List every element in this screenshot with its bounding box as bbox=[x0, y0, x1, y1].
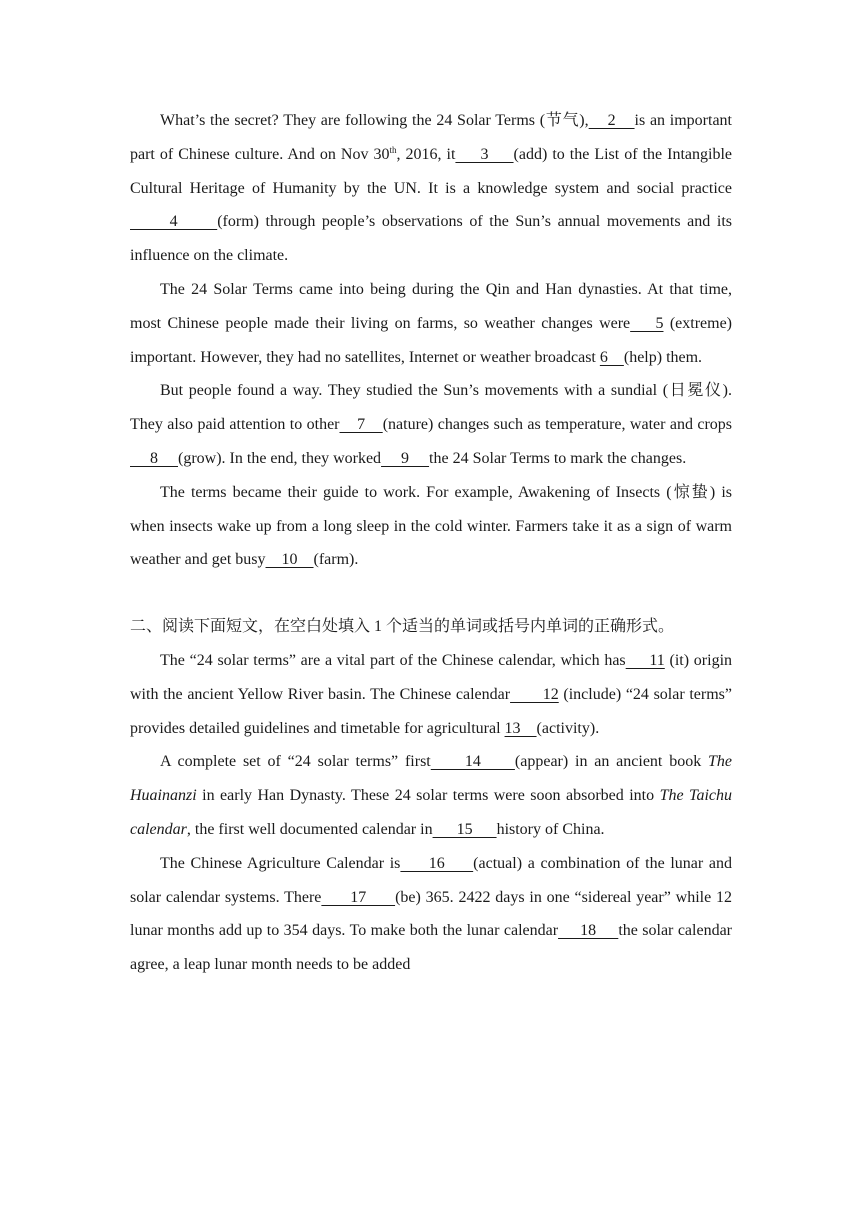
blank-18: 18 bbox=[558, 922, 619, 940]
blank-16: 16 bbox=[400, 854, 474, 872]
paragraph-2 bbox=[130, 273, 732, 374]
text: (add) to the List of the Intangible Cultural Heritage of Humanity by the UN. It is a knowledge system and social practice bbox=[130, 145, 733, 197]
text: But people found a way. They studied the Sun’s movements with a sundial (日冕仪). They also paid attention to other bbox=[130, 382, 732, 434]
blank-8: 8 bbox=[130, 449, 178, 467]
blank-2: 2 bbox=[588, 112, 635, 129]
text: The terms became their guide to work. For example, Awakening of Insects (惊蛰) is when insects wake up from a long sleep in the cold winter. Farmers take it as a sign of warm weather and get busy bbox=[130, 483, 732, 569]
text: The “24 solar terms” are a vital part of the Chinese calendar, which has bbox=[160, 651, 626, 669]
text: (farm). bbox=[313, 551, 359, 569]
text: , 2016, it bbox=[396, 145, 456, 163]
blank-11: 11 bbox=[625, 651, 665, 669]
text: the solar calendar agree, a leap lunar month needs to be added bbox=[130, 922, 732, 974]
text: The 24 Solar Terms came into being during the Qin and Han dynasties. At that time, most Chinese people made their living on farms, so weather changes were bbox=[130, 280, 732, 332]
blank-9: 9 bbox=[381, 449, 430, 467]
text: , the first well documented calendar in bbox=[186, 820, 433, 838]
text: is an important part of Chinese culture. And on Nov 30 bbox=[130, 112, 733, 163]
text: history of China. bbox=[496, 820, 605, 838]
paragraph-6 bbox=[130, 745, 732, 846]
blank-15: 15 bbox=[432, 820, 497, 838]
paragraph-1 bbox=[130, 104, 732, 273]
blank-3: 3 bbox=[455, 145, 514, 163]
text: (extreme) important. However, they had no satellites, Internet or weather broadcast bbox=[130, 314, 732, 366]
text: A complete set of “24 solar terms” first bbox=[160, 753, 431, 771]
text: (be) 365. 2422 days in one “sidereal year” while 12 lunar months add up to 354 days. To make both the lunar calendar bbox=[130, 888, 733, 940]
blank-4: 4 bbox=[130, 213, 218, 231]
text: in early Han Dynasty. These 24 solar terms were soon absorbed into bbox=[196, 787, 660, 805]
blank-14: 14 bbox=[430, 753, 515, 771]
calendar-title: The Taichu calendar bbox=[130, 787, 732, 838]
text: (include) “24 solar terms” provides detailed guidelines and timetable for agricultural bbox=[130, 685, 733, 737]
document-page bbox=[130, 104, 732, 982]
blank-12: 12 bbox=[510, 685, 559, 703]
book-title: The Huainanzi bbox=[130, 753, 733, 805]
blank-5: 5 bbox=[630, 314, 664, 332]
text: (it) origin with the ancient Yellow River basin. The Chinese calendar bbox=[130, 651, 733, 703]
blank-13: 13 bbox=[504, 719, 537, 737]
text: (form) through people’s observations of the Sun’s annual movements and its influence on the climate. bbox=[130, 213, 733, 265]
text: What’s the secret? They are following the 24 Solar Terms (节气), bbox=[160, 112, 589, 129]
text: (grow). In the end, they worked bbox=[178, 449, 382, 467]
blank-7: 7 bbox=[339, 416, 383, 434]
text: the 24 Solar Terms to mark the changes. bbox=[429, 449, 687, 467]
paragraph-7 bbox=[130, 847, 732, 982]
text: (activity). bbox=[536, 719, 600, 737]
text: (actual) a combination of the lunar and solar calendar systems. There bbox=[130, 854, 733, 906]
text: (nature) changes such as temperature, water and crops bbox=[382, 416, 733, 434]
superscript: th bbox=[389, 144, 397, 155]
paragraph-5 bbox=[130, 644, 732, 745]
paragraph-3 bbox=[130, 374, 732, 475]
text: (help) them. bbox=[623, 348, 703, 366]
paragraph-4 bbox=[130, 476, 732, 577]
text: (appear) in an ancient book bbox=[514, 753, 709, 771]
blank-10: 10 bbox=[265, 551, 314, 569]
text: The Chinese Agriculture Calendar is bbox=[160, 854, 401, 872]
section-heading: 二、阅读下面短文，在空白处填入 1 个适当的单词或括号内单词的正确形式。 bbox=[130, 618, 675, 636]
blank-17: 17 bbox=[321, 888, 396, 906]
blank-6: 6 bbox=[599, 348, 624, 366]
